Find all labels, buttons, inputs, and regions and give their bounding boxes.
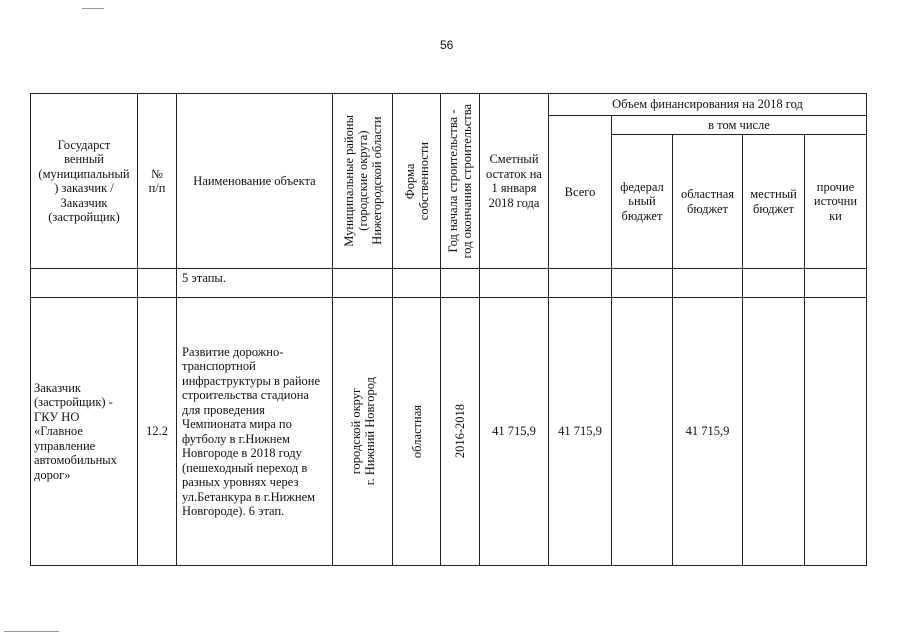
col-line — [866, 93, 867, 566]
row-other — [805, 298, 866, 565]
header-federal: федерал ьный бюджет — [620, 179, 664, 223]
header-districts: Муниципальные районы (городские округа) Нижегородской области — [341, 115, 384, 247]
row-ownership: областная — [409, 404, 424, 459]
header-ownership: Форма собственности — [402, 141, 431, 221]
row-regional: 41 715,9 — [685, 424, 730, 439]
header-including: в том числе — [708, 117, 770, 132]
row-object-name: Развитие дорожно- транспортной инфраструктуры в районе строительства стадиона для проведения Чемпионата мира по футболу в г.Нижнем Новгороде в 2018 году (пешеходный переход в разных уровнях через ул.Бетанкура в г.Нижнем Новгороде). 6 этап. — [182, 344, 321, 518]
row-total: 41 715,9 — [558, 424, 602, 439]
header-number: № п/п — [148, 166, 166, 195]
row-years: 2016-2018 — [453, 404, 467, 459]
row-customer: Заказчик (застройщик) - ГКУ НО «Главное управление автомобильных дорог» — [34, 380, 117, 482]
header-object-name: Наименование объекта — [193, 173, 316, 188]
row-local — [743, 298, 804, 565]
header-funding-group: Объем финансирования на 2018 год — [612, 97, 803, 112]
row-federal — [612, 298, 672, 565]
row-continuation-object: 5 этапы. — [182, 270, 226, 285]
header-years: Год начала строительства - год окончания строительства — [446, 103, 474, 259]
row-number: 12.2 — [146, 424, 168, 439]
row-balance: 41 715,9 — [492, 424, 536, 439]
header-total: Всего — [564, 184, 596, 199]
header-regional: областная бюджет — [680, 187, 735, 216]
row-district: городской округ г. Нижний Новгород — [348, 377, 377, 486]
header-customer: Государст венный (муниципальный ) заказчик / Заказчик (застройщик) — [38, 137, 130, 224]
header-other: прочие источни ки — [813, 179, 858, 223]
header-balance: Сметный остаток на 1 января 2018 года — [486, 152, 542, 210]
header-local: местный бюджет — [750, 187, 797, 216]
page-number: 56 — [440, 38, 454, 52]
